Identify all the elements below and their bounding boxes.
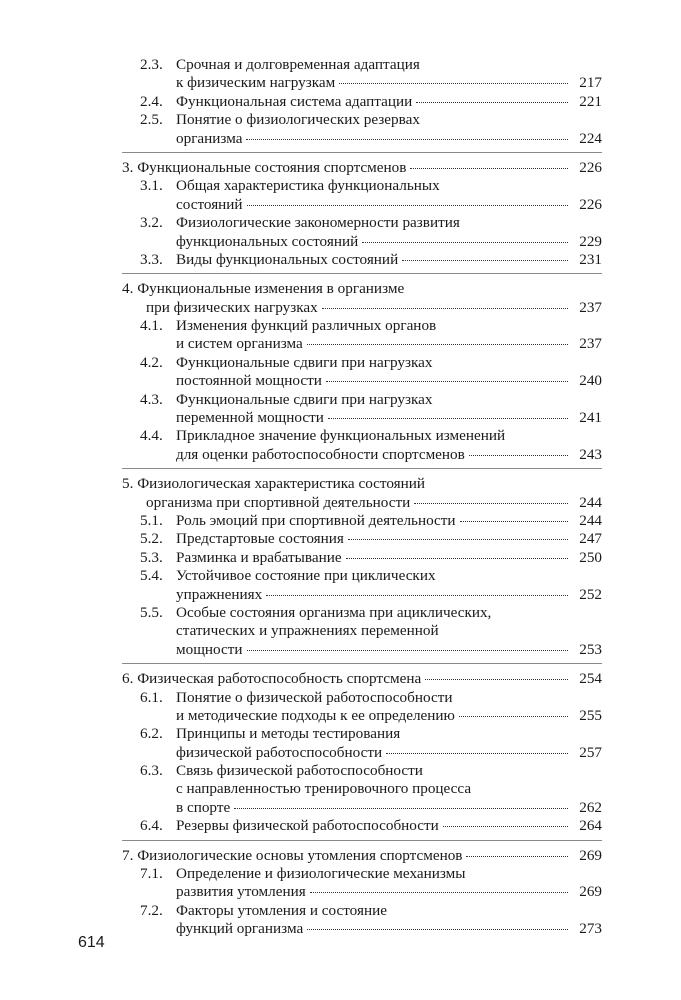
toc-chapter-entry[interactable] [122,475,602,512]
dot-leader [307,928,568,930]
toc-section-number: 2.5. [140,111,163,129]
dot-leader [266,594,568,596]
toc-chapter-entry[interactable] [122,847,602,865]
toc-entry-text: состояний [176,195,243,213]
toc-section-number: 6.2. [140,725,163,743]
dot-leader [234,807,568,809]
toc-section-entry[interactable] [122,530,602,548]
dot-leader [322,307,568,309]
toc-section-entry[interactable] [122,251,602,269]
toc-entry-text: Роль эмоций при спортивной деятельности [176,511,456,529]
toc-section-number: 3.2. [140,214,163,232]
toc-entry-text: функций организма [176,920,304,938]
dot-leader [307,343,568,345]
toc-page-number: 229 [579,232,602,250]
toc-entry-text: для оценки работоспособности спортсменов [176,445,465,463]
toc-entry-text: Изменения функций различных органов [176,317,437,335]
toc-entry-text: переменной мощности [176,409,324,427]
toc-entry-text: 5. Физиологическая характеристика состояний [122,475,426,493]
toc-section-entry[interactable] [122,567,602,604]
dot-leader [386,752,568,754]
toc-entry-text: Понятие о физиологических резервах [176,111,420,129]
toc-chapter-entry[interactable] [122,280,602,317]
toc-page-number: 269 [579,883,602,901]
dot-leader [469,454,568,456]
dot-leader [362,241,568,243]
toc-entry-text: развития утомления [176,883,306,901]
toc-page-number: 273 [579,920,602,938]
toc-entry-text: в спорте [176,798,231,816]
dot-leader [339,82,568,84]
toc-entry-text: 6. Физическая работоспособность спортсмена [122,670,422,688]
toc-entry-text: Физиологические закономерности развития [176,214,460,232]
toc-entry-text: 3. Функциональные состояния спортсменов [122,158,407,176]
toc-entry-text: организма при спортивной деятельности [146,493,411,511]
toc-entry-text: и методические подходы к ее определению [176,706,455,724]
dot-leader [402,259,568,261]
toc-section-number: 6.1. [140,688,163,706]
toc-entry-text: Факторы утомления и состояние [176,901,387,919]
dot-leader [326,380,568,382]
toc-entry-text: Связь физической работоспособности [176,762,423,780]
toc-section-number: 5.2. [140,530,163,548]
dot-leader [247,204,568,206]
toc-section-number: 5.5. [140,603,163,621]
toc-section-entry[interactable] [122,725,602,762]
toc-page-number: 244 [579,511,602,529]
chapter-divider [122,468,602,469]
toc-chapter-block [122,280,602,464]
toc-entry-text: Резервы физической работоспособности [176,817,439,835]
toc-section-entry[interactable] [122,177,602,214]
toc-page-number: 226 [579,195,602,213]
toc-section-entry[interactable] [122,902,602,939]
toc-entry-text: мощности [176,640,243,658]
toc-section-number: 7.2. [140,901,163,919]
toc-entry-text: Функциональные сдвиги при нагрузках [176,390,433,408]
toc-page-number: 254 [579,670,602,688]
toc-chapter-entry[interactable] [122,670,602,688]
toc-entry-text: Функциональные сдвиги при нагрузках [176,353,433,371]
toc-section-entry[interactable] [122,391,602,428]
dot-leader [466,855,568,857]
toc-entry-text: Виды функциональных состояний [176,250,399,268]
toc-section-number: 3.1. [140,177,163,195]
toc-entry-text: организма [176,129,243,147]
toc-page-number: 240 [579,372,602,390]
dot-leader [348,538,568,540]
toc-section-number: 5.1. [140,511,163,529]
toc-entry-text: Определение и физиологические механизмы [176,865,466,883]
toc-page-number: 247 [579,530,602,548]
toc-entry-text: Срочная и долговременная адаптация [176,56,420,73]
toc-chapter-block [122,56,602,148]
chapter-divider [122,663,602,664]
toc-entry-text: к физическим нагрузкам [176,74,336,92]
toc-section-number: 6.3. [140,762,163,780]
dot-leader [459,715,568,717]
toc-section-entry[interactable] [122,817,602,835]
toc-entry-text: упражнениях [176,585,263,603]
dot-leader [425,678,568,680]
toc-section-entry[interactable] [122,427,602,464]
dot-leader [247,649,568,651]
toc-entry-text: Разминка и врабатывание [176,548,342,566]
toc-entry-text: и систем организма [176,335,303,353]
toc-page-number: 237 [579,335,602,353]
toc-entry-text: Понятие о физической работоспособности [176,688,453,706]
toc-section-number: 4.4. [140,427,163,445]
toc-section-number: 4.2. [140,353,163,371]
toc-section-number: 5.3. [140,548,163,566]
toc-section-entry[interactable] [122,512,602,530]
toc-section-entry[interactable] [122,865,602,902]
chapter-divider [122,840,602,841]
toc-section-number: 7.1. [140,865,163,883]
toc-entry-text: Предстартовые состояния [176,530,344,548]
dot-leader [346,557,568,559]
toc-section-entry[interactable] [122,604,602,659]
toc-section-number: 5.4. [140,567,163,585]
toc-section-entry[interactable] [122,214,602,251]
toc-page-number: 257 [579,743,602,761]
toc-entry-text: Прикладное значение функциональных изменений [176,427,506,445]
toc-page-number: 253 [579,640,602,658]
dot-leader [246,138,568,140]
toc-page-number: 244 [579,493,602,511]
toc-page-number: 237 [579,298,602,316]
toc-chapter-block [122,159,602,269]
toc-section-entry[interactable] [122,111,602,148]
dot-leader [460,520,568,522]
toc-entry-text: статических и упражнениях переменной [176,622,439,640]
toc-page-number: 252 [579,585,602,603]
toc-chapter-entry[interactable] [122,159,602,177]
chapter-divider [122,273,602,274]
toc-chapter-block [122,670,602,836]
toc-page-number: 243 [579,445,602,463]
toc-entry-text: Особые состояния организма при ациклических, [176,603,492,621]
toc-section-entry[interactable] [122,549,602,567]
toc-page-number: 255 [579,706,602,724]
toc-page-number: 217 [579,74,602,92]
toc-entry-text: постоянной мощности [176,372,322,390]
dot-leader [410,167,568,169]
toc-section-entry[interactable] [122,93,602,111]
toc-section-entry[interactable] [122,689,602,726]
toc-entry-text: Устойчивое состояние при циклических [176,567,436,585]
toc-chapter-block [122,847,602,939]
toc-entry-text: при физических нагрузках [146,298,318,316]
toc-entry-text: Функциональная система адаптации [176,92,413,110]
toc-section-number: 4.1. [140,317,163,335]
toc-entry-text: функциональных состояний [176,232,359,250]
table-of-contents [122,56,602,939]
toc-page-number: 221 [579,92,602,110]
toc-page-number: 226 [579,158,602,176]
toc-section-number: 2.3. [140,56,163,73]
toc-page-number: 262 [579,798,602,816]
dot-leader [328,417,568,419]
toc-section-number: 2.4. [140,92,163,110]
toc-page-number: 269 [579,846,602,864]
dot-leader [443,825,568,827]
toc-entry-text: физической работоспособности [176,743,383,761]
toc-section-entry[interactable] [122,56,602,93]
page-number: 614 [78,934,105,951]
toc-entry-text: с направленностью тренировочного процесса [176,780,472,798]
toc-chapter-block [122,475,602,659]
toc-page-number: 224 [579,129,602,147]
toc-section-number: 3.3. [140,250,163,268]
toc-page-number: 250 [579,548,602,566]
dot-leader [310,891,568,893]
toc-entry-text: 7. Физиологические основы утомления спортсменов [122,846,463,864]
chapter-divider [122,152,602,153]
toc-section-number: 6.4. [140,817,163,835]
toc-entry-text: Принципы и методы тестирования [176,725,401,743]
toc-page-number: 231 [579,250,602,268]
dot-leader [416,101,568,103]
toc-entry-text: 4. Функциональные изменения в организме [122,280,405,298]
toc-section-entry[interactable] [122,762,602,817]
toc-page-number: 264 [579,817,602,835]
toc-entry-text: Общая характеристика функциональных [176,177,440,195]
toc-page-number: 241 [579,409,602,427]
toc-section-number: 4.3. [140,390,163,408]
dot-leader [414,502,568,504]
toc-section-entry[interactable] [122,317,602,354]
toc-section-entry[interactable] [122,354,602,391]
